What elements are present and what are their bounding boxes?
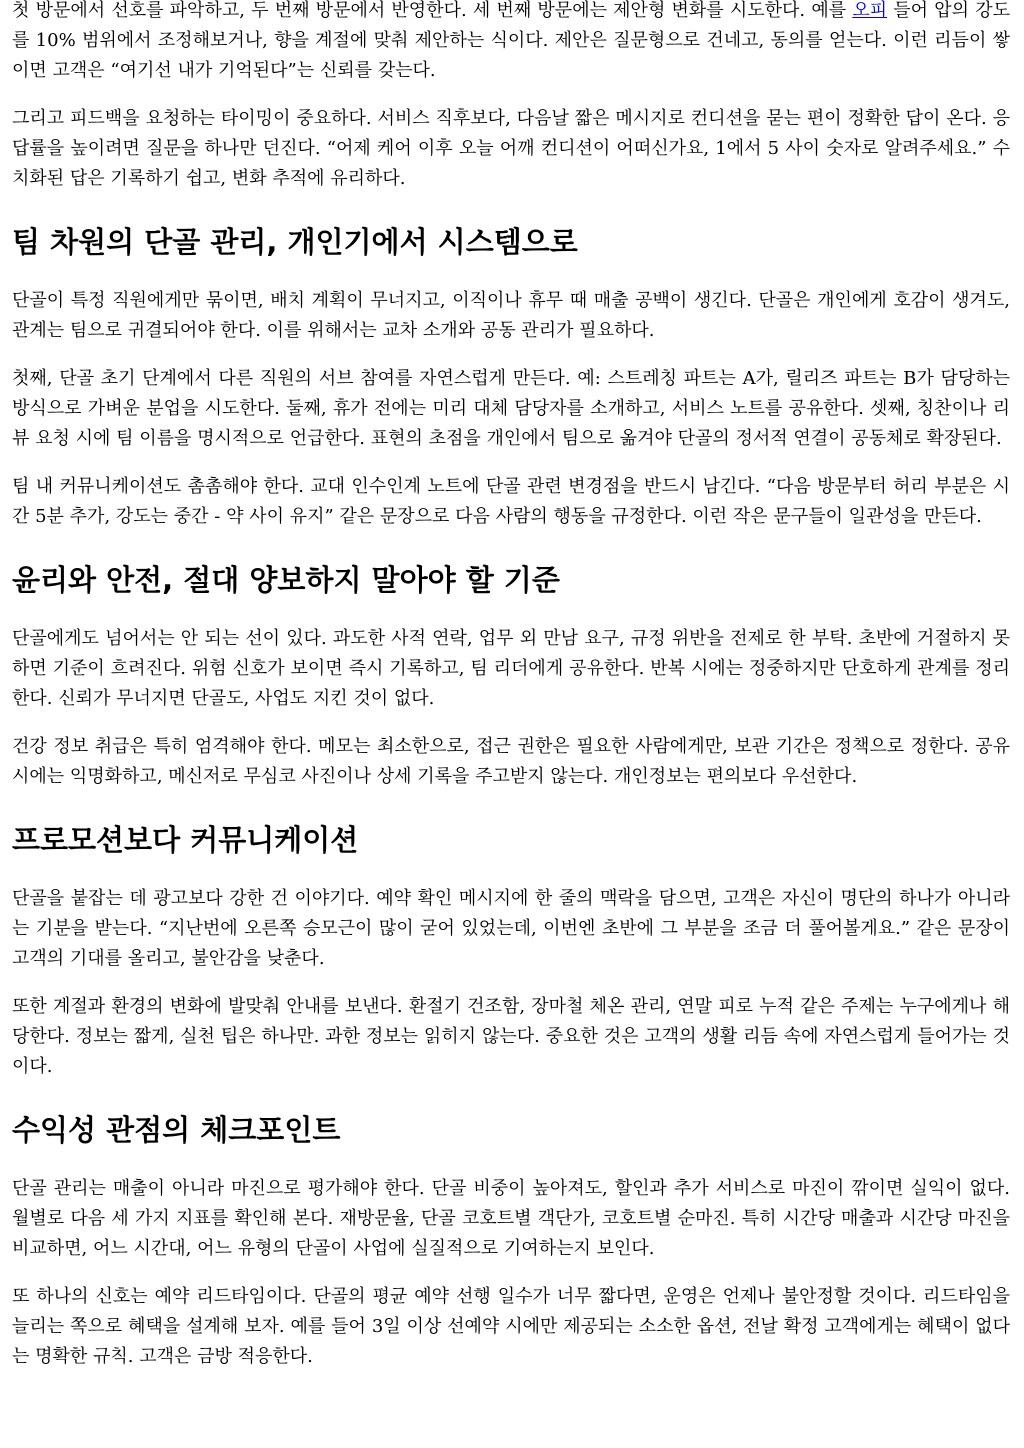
team-paragraph-1: 단골이 특정 직원에게만 묶이면, 배치 계획이 무너지고, 이직이나 휴무 때 매출 공백이 생긴다. 단골은 개인에게 호감이 생겨도, 관계는 팀으로 귀결되어야 한다. 이를 위해서는 교차 소개와 공동 관리가 필요하다. <box>12 290 1010 341</box>
intro-text-before-link: 첫 방문에서 선호를 파악하고, 두 번째 방문에서 반영한다. 세 번째 방문에는 제안형 변화를 시도한다. 예를 <box>12 0 853 21</box>
profitability-paragraph-2: 또 하나의 신호는 예약 리드타임이다. 단골의 평균 예약 선행 일수가 너무 짧다면, 운영은 언제나 불안정할 것이다. 리드타임을 늘리는 쪽으로 혜택을 설계해 보자. 예를 들어 3일 이상 선예약 시에만 제공되는 소소한 옵션, 전날 확정 고객에게는 혜택이 없다는 명확한 규칙. 고객은 금방 적응한다. <box>12 1286 1010 1367</box>
ethics-paragraph-2: 건강 정보 취급은 특히 엄격해야 한다. 메모는 최소한으로, 접근 권한은 필요한 사람에게만, 보관 기간은 정책으로 정한다. 공유 시에는 익명화하고, 메신저로 무심코 사진이나 상세 기록을 주고받지 않는다. 개인정보는 편의보다 우선한다. <box>12 736 1010 787</box>
intro-text-after-link: 들어 압의 강도를 10% 범위에서 조정해보거나, 향을 계절에 맞춰 제안하는 식이다. 제안은 질문형으로 건네고, 동의를 얻는다. 이런 리듬이 쌓이면 고객은 “여기선 내가 기억된다”는 신뢰를 갖는다. <box>12 0 1010 81</box>
section-heading-profitability: 수익성 관점의 체크포인트 <box>12 1113 341 1147</box>
profitability-paragraph-1: 단골 관리는 매출이 아니라 마진으로 평가해야 한다. 단골 비중이 높아져도, 할인과 추가 서비스로 마진이 깎이면 실익이 없다. 월별로 다음 세 가지 지표를 확인해 본다. 재방문율, 단골 코호트별 객단가, 코호트별 순마진. 특히 시간당 매출과 시간당 마진을 비교하면, 어느 시간대, 어느 유형의 단골이 사업에 실질적으로 기여하는지 보인다. <box>12 1178 1010 1259</box>
section-heading-team: 팀 차원의 단골 관리, 개인기에서 시스템으로 <box>12 225 578 259</box>
intro-paragraph-1 <box>12 0 1010 86</box>
team-paragraph-3: 팀 내 커뮤니케이션도 촘촘해야 한다. 교대 인수인계 노트에 단골 관련 변경점을 반드시 남긴다. “다음 방문부터 허리 부분은 시간 5분 추가, 강도는 중간 - 약 사이 유지” 같은 문장으로 다음 사람의 행동을 규정한다. 이런 작은 문구들이 일관성을 만든다. <box>12 476 1010 527</box>
inline-link[interactable]: 오피 <box>852 0 888 21</box>
section-heading-communication: 프로모션보다 커뮤니케이션 <box>12 823 359 857</box>
intro-paragraph-2: 그리고 피드백을 요청하는 타이밍이 중요하다. 서비스 직후보다, 다음날 짧은 메시지로 컨디션을 묻는 편이 정확한 답이 온다. 응답률을 높이려면 질문을 하나만 던진다. “어제 케어 이후 오늘 어깨 컨디션이 어떠신가요, 1에서 5 사이 숫자로 알려주세요.” 수치화된 답은 기록하기 쉽고, 변화 추적에 유리하다. <box>12 108 1010 189</box>
ethics-paragraph-1: 단골에게도 넘어서는 안 되는 선이 있다. 과도한 사적 연락, 업무 외 만남 요구, 규정 위반을 전제로 한 부탁. 초반에 거절하지 못하면 기준이 흐려진다. 위험 신호가 보이면 즉시 기록하고, 팀 리더에게 공유한다. 반복 시에는 정중하지만 단호하게 관계를 정리한다. 신뢰가 무너지면 단골도, 사업도 지킨 것이 없다. <box>12 628 1010 709</box>
section-heading-ethics: 윤리와 안전, 절대 양보하지 말아야 할 기준 <box>12 563 560 597</box>
communication-paragraph-2: 또한 계절과 환경의 변화에 발맞춰 안내를 보낸다. 환절기 건조함, 장마철 체온 관리, 연말 피로 누적 같은 주제는 누구에게나 해당한다. 정보는 짧게, 실천 팁은 하나만. 과한 정보는 읽히지 않는다. 중요한 것은 고객의 생활 리듬 속에 자연스럽게 들어가는 것이다. <box>12 996 1010 1077</box>
communication-paragraph-1: 단골을 붙잡는 데 광고보다 강한 건 이야기다. 예약 확인 메시지에 한 줄의 맥락을 담으면, 고객은 자신이 명단의 하나가 아니라는 기분을 받는다. “지난번에 오른쪽 승모근이 많이 굳어 있었는데, 이번엔 초반에 그 부분을 조금 더 풀어볼게요.” 같은 문장이 고객의 기대를 올리고, 불안감을 낮춘다. <box>12 888 1010 969</box>
team-paragraph-2: 첫째, 단골 초기 단계에서 다른 직원의 서브 참여를 자연스럽게 만든다. 예: 스트레칭 파트는 A가, 릴리즈 파트는 B가 담당하는 방식으로 가벼운 분업을 시도한다. 둘째, 휴가 전에는 미리 대체 담당자를 소개하고, 서비스 노트를 공유한다. 셋째, 칭찬이나 리뷰 요청 시에 팀 이름을 명시적으로 언급한다. 표현의 초점을 개인에서 팀으로 옮겨야 단골의 정서적 연결이 공동체로 확장된다. <box>12 368 1010 449</box>
